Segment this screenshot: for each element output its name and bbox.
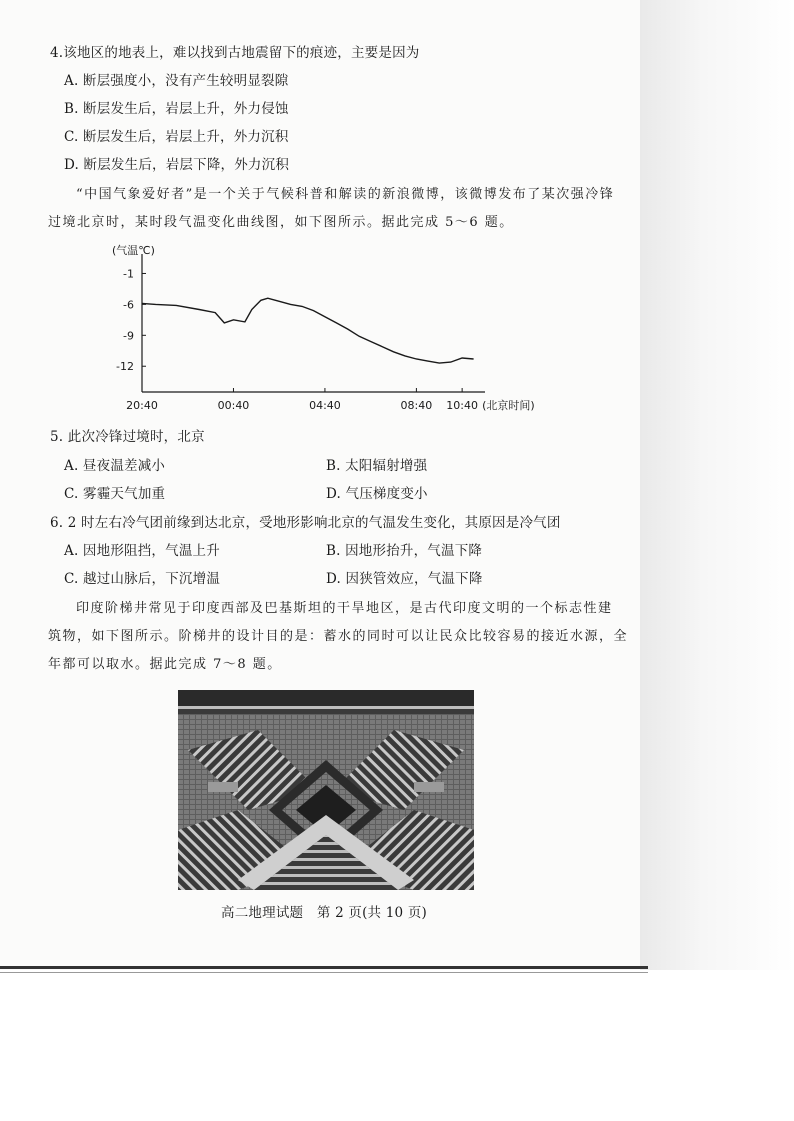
- x-axis-label: (北京时间): [482, 399, 535, 412]
- q4-stem: 4.该地区的地表上，难以找到古地震留下的痕迹，主要是因为: [50, 45, 420, 61]
- q6-option-d[interactable]: D. 因狭管效应，气温下降: [326, 571, 483, 587]
- page-footer: 高二地理试题 第 2 页(共 10 页): [221, 905, 427, 921]
- intro-7-8-line1: 印度阶梯井常见于印度西部及巴基斯坦的干旱地区，是古代印度文明的一个标志性建: [76, 601, 613, 616]
- x-tick-label: 04:40: [309, 399, 341, 412]
- q5-option-b[interactable]: B. 太阳辐射增强: [326, 458, 428, 474]
- y-tick-label: -9: [123, 329, 134, 343]
- intro-5-6-line1: “中国气象爱好者”是一个关于气候科普和解读的新浪微博，该微博发布了某次强冷锋: [76, 187, 615, 202]
- x-tick-label: 10:40: [446, 399, 478, 412]
- page-bottom-rule: [0, 966, 648, 969]
- q5-option-c[interactable]: C. 雾霾天气加重: [64, 486, 166, 502]
- scan-edge-shadow: [640, 0, 794, 970]
- q5-stem: 5. 此次冷锋过境时，北京: [50, 429, 205, 445]
- temperature-chart: [55, 240, 535, 415]
- y-tick-label: -12: [116, 360, 134, 374]
- stepwell-photo: [178, 690, 474, 890]
- intro-7-8-line2: 筑物，如下图所示。阶梯井的设计目的是：蓄水的同时可以让民众比较容易的接近水源，全: [48, 629, 629, 644]
- x-tick-label: 00:40: [217, 399, 250, 412]
- q5-option-a[interactable]: A. 昼夜温差减小: [64, 458, 166, 474]
- q4-option-a[interactable]: A. 断层强度小，没有产生较明显裂隙: [64, 73, 289, 89]
- q4-option-b[interactable]: B. 断层发生后，岩层上升，外力侵蚀: [64, 101, 289, 117]
- x-tick-label: 08:40: [400, 399, 433, 412]
- q6-option-c[interactable]: C. 越过山脉后，下沉增温: [64, 571, 221, 587]
- page-bottom-rule-thin: [0, 972, 648, 973]
- x-tick-label: 20:40: [126, 399, 158, 412]
- y-tick-label: -6: [123, 298, 134, 312]
- intro-7-8-line3: 年都可以取水。据此完成 7～8 题。: [48, 657, 282, 672]
- intro-5-6-line2: 过境北京时，某时段气温变化曲线图，如下图所示。据此完成 5～6 题。: [48, 215, 514, 230]
- y-axis-label: (气温℃): [112, 244, 155, 257]
- y-tick-label: -1: [123, 267, 134, 281]
- q5-option-d[interactable]: D. 气压梯度变小: [326, 486, 428, 502]
- temperature-series-line: [142, 298, 474, 363]
- q4-option-d[interactable]: D. 断层发生后，岩层下降，外力沉积: [64, 157, 290, 173]
- q6-stem: 6. 2 时左右冷气团前缘到达北京，受地形影响北京的气温发生变化，其原因是冷气团: [50, 515, 561, 531]
- q4-option-c[interactable]: C. 断层发生后，岩层上升，外力沉积: [64, 129, 289, 145]
- q6-option-a[interactable]: A. 因地形阻挡，气温上升: [64, 543, 220, 559]
- q6-option-b[interactable]: B. 因地形抬升，气温下降: [326, 543, 483, 559]
